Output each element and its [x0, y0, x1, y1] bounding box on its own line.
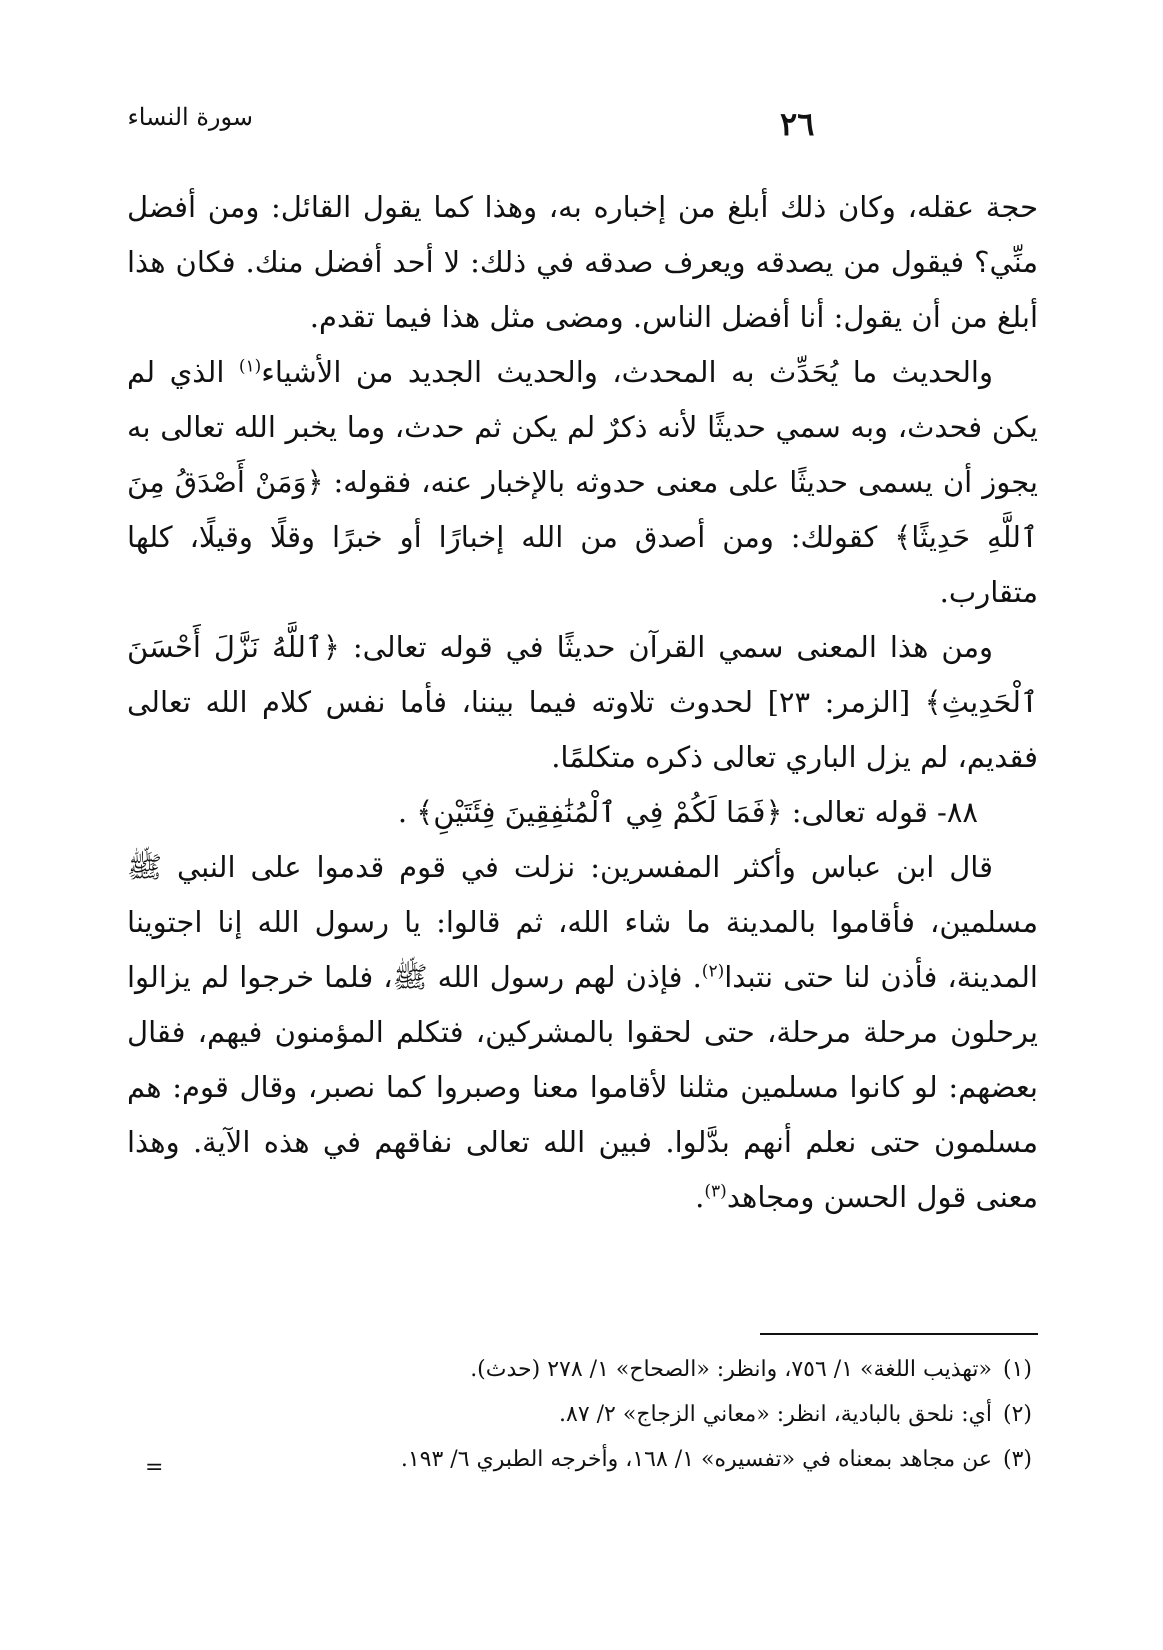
paragraph-5-text-c: . [695, 1180, 705, 1214]
paragraph-2 [127, 345, 1038, 620]
paragraph-3: ومن هذا المعنى سمي القرآن حديثًا في قوله تعالى: ﴿ٱللَّهُ نَزَّلَ أَحْسَنَ ٱلْحَدِيثِ﴾ [الزمر: ٢٣] لحدوث تلاوته فيما بيننا، فأما نفس كلام الله تعالى فقديم، لم يزل الباري تعالى ذكره متكلمًا. [127, 630, 1038, 774]
footnote-ref-3: (٣) [704, 1181, 727, 1202]
page-number: ٢٦ [780, 105, 815, 143]
footnote-3 [127, 1437, 1038, 1482]
continuation-mark: = [145, 1455, 164, 1480]
main-text [127, 180, 1038, 1225]
footnote-number: (٢) [1002, 1402, 1032, 1427]
running-title: سورة النساء [127, 103, 253, 131]
footnote-1 [127, 1347, 1038, 1392]
paragraph-5-text-a: قال ابن عباس وأكثر المفسرين: نزلت في قوم قدموا على النبي ﷺ مسلمين، فأقاموا بالمدينة ما شاء الله، ثم قالوا: يا رسول الله إنا اجتوينا المدينة، فأذن لنا حتى نتبدا [127, 850, 1038, 994]
footnote-text: «تهذيب اللغة» ١/ ٧٥٦، وانظر: «الصحاح» ١/ ٢٧٨ (حدث). [470, 1357, 992, 1382]
footnote-ref-2: (٢) [701, 961, 725, 982]
paragraph-1: حجة عقله، وكان ذلك أبلغ من إخباره به، وهذا كما يقول القائل: ومن أفضل منِّي؟ فيقول من يصدقه ويعرف صدقه في ذلك: لا أحد أفضل منك. فكان هذا أبلغ من أن يقول: أنا أفضل الناس. ومضى مثل هذا فيما تقدم. [127, 190, 1038, 334]
footnotes [127, 1347, 1038, 1482]
paragraph-2-text-a: والحديث ما يُحَدِّث به المحدث، والحديث الجديد من الأشياء [261, 355, 993, 389]
verse-heading-88: ٨٨- قوله تعالى: ﴿فَمَا لَكُمْ فِي ٱلْمُنَٰفِقِينَ فِئَتَيْنِ﴾ . [397, 795, 978, 829]
footnote-text: عن مجاهد بمعناه في «تفسيره» ١/ ١٦٨، وأخرجه الطبري ٦/ ١٩٣. [400, 1447, 992, 1472]
paragraph-2-text-b: الذي لم يكن فحدث، وبه سمي حديثًا لأنه ذكرٌ لم يكن ثم حدث، وما يخبر الله تعالى به يجوز أن يسمى حديثًا على معنى حدوثه بالإخبار عنه، فقوله: ﴿وَمَنْ أَصْدَقُ مِنَ ٱللَّهِ حَدِيثًا﴾ كقولك: ومن أصدق من الله إخبارًا أو خبرًا وقلًا وقيلًا، كلها متقارب. [127, 355, 1038, 609]
footnote-ref-1: (١) [238, 356, 262, 377]
paragraph-5 [127, 840, 1038, 1225]
footnote-2 [127, 1392, 1038, 1437]
footnote-divider [760, 1333, 1038, 1335]
page-header [120, 95, 1043, 145]
footnote-number: (١) [1002, 1357, 1032, 1382]
paragraph-5-text-b: . فإذن لهم رسول الله ﷺ، فلما خرجوا لم يزالوا يرحلون مرحلة مرحلة، حتى لحقوا بالمشركين، فتكلم المؤمنون فيهم، فقال بعضهم: لو كانوا مسلمين مثلنا لأقاموا معنا وصبروا كما نصبر، وقال قوم: هم مسلمون حتى نعلم أنهم بدَّلوا. فبين الله تعالى نفاقهم في هذه الآية. وهذا معنى قول الحسن ومجاهد [127, 960, 1038, 1214]
footnote-number: (٣) [1002, 1447, 1032, 1472]
footnote-text: أي: نلحق بالبادية، انظر: «معاني الزجاج» ٢/ ٨٧. [559, 1402, 992, 1427]
